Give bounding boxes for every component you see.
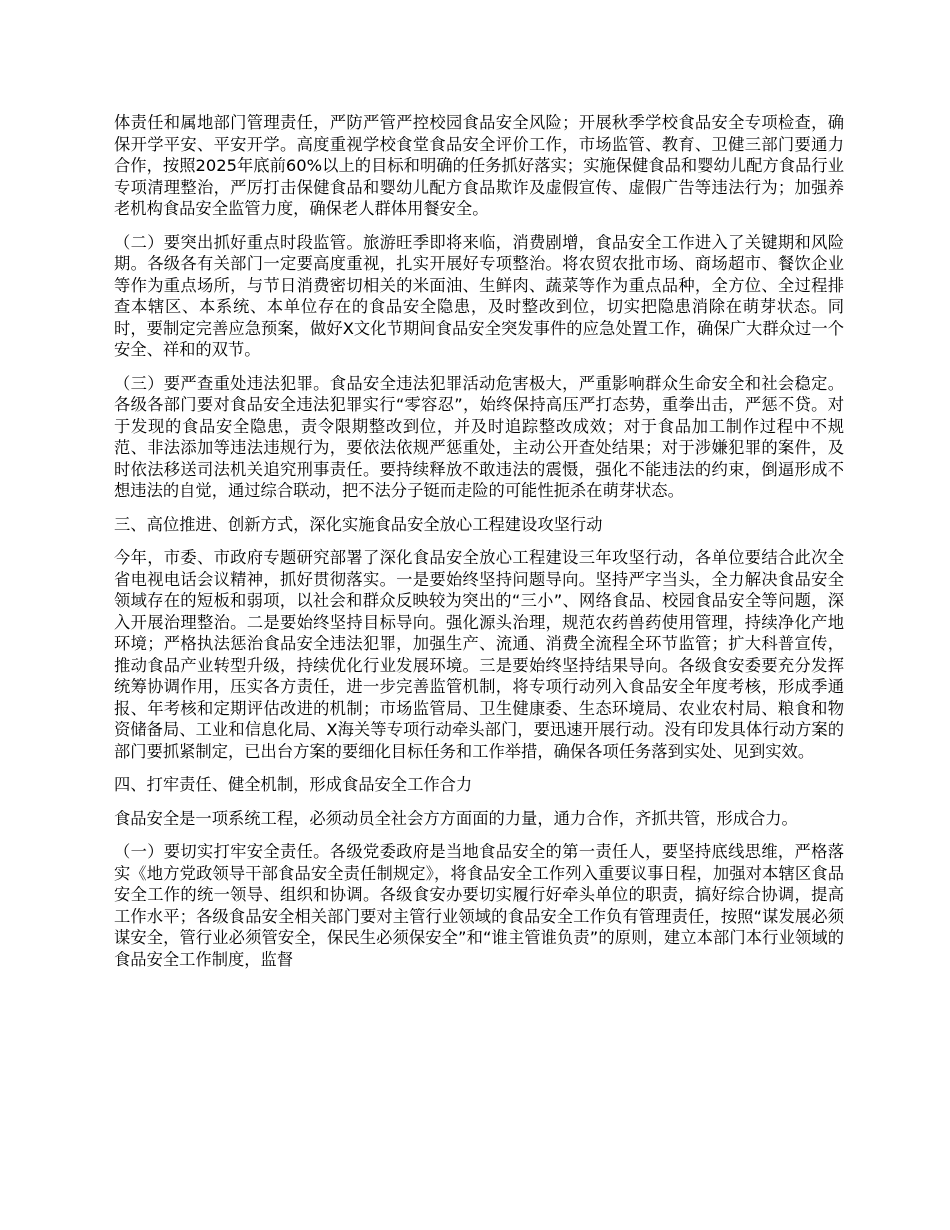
- section-heading-4: 四、打牢责任、健全机制，形成食品安全工作合力: [114, 775, 473, 794]
- paragraph-crack-down-crime: （三）要严查重处违法犯罪。食品安全违法犯罪活动危害极大，严重影响群众生命安全和社会稳定。各级各部门要对食品安全违法犯罪实行“零容忍”，始终保持高压严打态势，重拳出击，严惩不贷。对于发现的食品安全隐患，责令限期整改到位，并及时追踪整改成效；对于食品加工制作过程中不规范、非法添加等违法违规行为，要依法依规严惩重处，主动公开查处结果；对于涉嫌犯罪的案件，及时依法移送司法机关追究刑事责任。要持续释放不敢违法的震慑，强化不能违法的约束，倒逼形成不想违法的自觉，通过综合联动，把不法分子铤而走险的可能性扼杀在萌芽状态。: [114, 373, 844, 500]
- section-heading-3: 三、高位推进、创新方式，深化实施食品安全放心工程建设攻坚行动: [114, 514, 603, 534]
- paragraph-three-year-action: 今年，市委、市政府专题研究部署了深化食品安全放心工程建设三年攻坚行动，各单位要结合此次全省电视电话会议精神，抓好贯彻落实。一是要始终坚持问题导向。坚持严字当头，全力解决食品安全领域存在的短板和弱项，以社会和群众反映较为突出的“三小”、网络食品、校园食品安全等问题，深入开展治理整治。二是要始终坚持目标导向。强化源头治理，规范农药兽药使用管理，持续净化产地环境；严格执法惩治食品安全违法犯罪，加强生产、流通、消费全流程全环节监管；扩大科普宣传，推动食品产业转型升级，持续优化行业发展环境。三是要始终坚持结果导向。各级食安委要充分发挥统筹协调作用，压实各方责任，进一步完善监管机制，将专项行动列入食品安全年度考核，形成季通报、年考核和定期评估改进的机制；市场监管局、卫生健康委、生态环境局、农业农村局、粮食和物资储备局、工业和信息化局、X海关等专项行动牵头部门，要迅速开展行动。没有印发具体行动方案的部门要抓紧制定，已出台方案的要细化目标任务和工作举措，确保各项任务落到实处、见到实效。: [114, 548, 844, 761]
- paragraph-safety-responsibility: （一）要切实打牢安全责任。各级党委政府是当地食品安全的第一责任人，要坚持底线思维，严格落实《地方党政领导干部食品安全责任制规定》，将食品安全工作列入重要议事日程，加强对本辖区食品安全工作的统一领导、组织和协调。各级食安办要切实履行好牵头单位的职责，搞好综合协调，提高工作水平；各级食品安全相关部门要对主管行业领域的食品安全工作负有管理责任，按照“谋发展必须谋安全，管行业必须管安全，保民生必须保安全”和“谁主管谁负责”的原则，建立本部门本行业领域的食品安全工作制度，监督: [114, 842, 844, 969]
- document-body: [114, 112, 844, 982]
- paragraph-school-food-safety: 体责任和属地部门管理责任，严防严管严控校园食品安全风险；开展秋季学校食品安全专项检查，确保开学平安、平安开学。高度重视学校食堂食品安全评价工作，市场监管、教育、卫健三部门要通力合作，按照2025年底前60%以上的目标和明确的任务抓好落实；实施保健食品和婴幼儿配方食品行业专项清理整治，严厉打击保健食品和婴幼儿配方食品欺诈及虚假宣传、虚假广告等违法行为；加强养老机构食品安全监管力度，确保老人群体用餐安全。: [114, 113, 844, 218]
- paragraph-key-period-supervision: （二）要突出抓好重点时段监管。旅游旺季即将来临，消费剧增，食品安全工作进入了关键期和风险期。各级各有关部门一定要高度重视，扎实开展好专项整治。将农贸农批市场、商场超市、餐饮企业等作为重点场所，与节日消费密切相关的米面油、生鲜肉、蔬菜等作为重点品种，全方位、全过程排查本辖区、本系统、本单位存在的食品安全隐患，及时整改到位，切实把隐患消除在萌芽状态。同时，要制定完善应急预案，做好X文化节期间食品安全突发事件的应急处置工作，确保广大群众过一个安全、祥和的双节。: [114, 232, 844, 359]
- paragraph-system-engineering: 食品安全是一项系统工程，必须动员全社会方方面面的力量，通力合作，齐抓共管，形成合力。: [114, 808, 798, 828]
